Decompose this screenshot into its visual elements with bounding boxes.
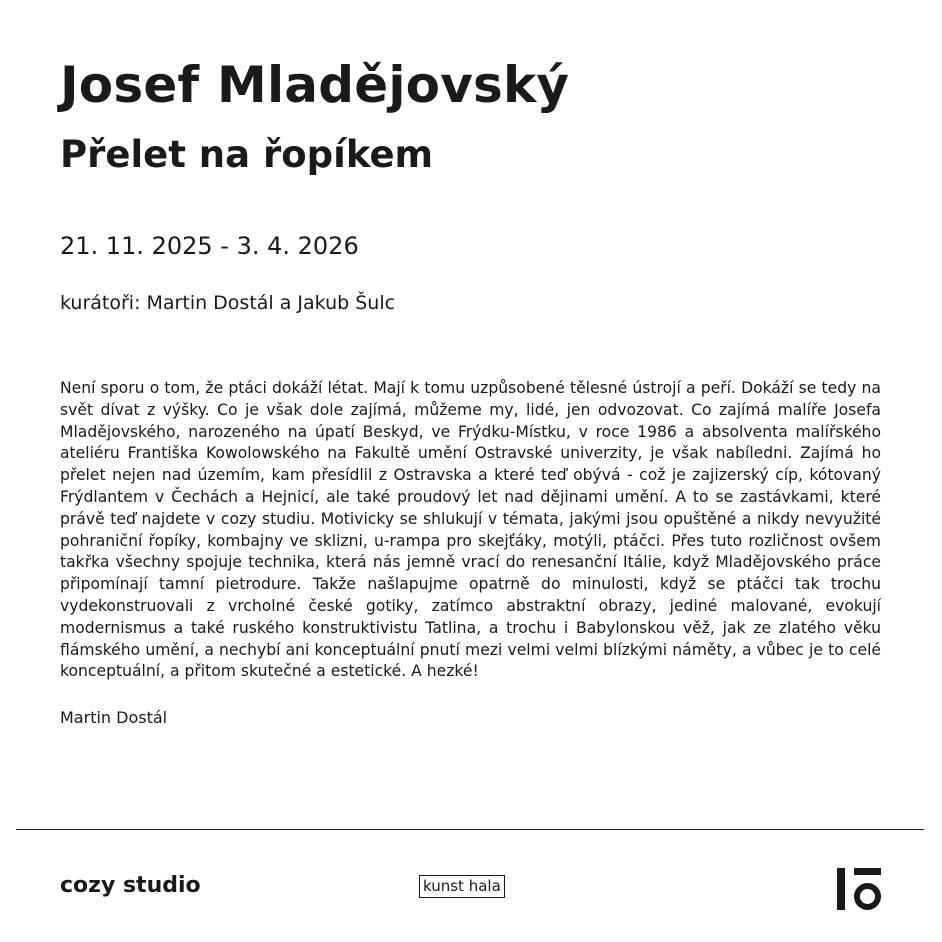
footer-divider <box>16 829 924 830</box>
curatorial-text: Není sporu o tom, že ptáci dokáží létat. Mají k tomu uzpůsobené tělesné ústrojí a peří. Dokáží se tedy na svět dívat z výšky. Co je však dole zajímá, můžeme my, lidé, jen odvozovat. Co zajímá malíře Josefa Mladějovského, narozeného na úpatí Beskyd, ve Frýdku-Místku, v roce 1986 a absolventa malířského ateliéru Františka Kowolowského na Fakultě umění Ostravské univerzity, je však nabíledni. Zajímá ho přelet nejen nad územím, kam přesídlil z Ostravska a které teď obývá - což je zajizerský cíp, kótovaný Frýdlantem v Čechách a Hejnicí, ale také proudový let nad dějinami umění. A to se zastávkami, které právě teď najdete v cozy studiu. Motivicky se shlukují v témata, jakými jsou opuštěné a nikdy nevyužité pohraniční řopíky, kombajny ve sklizni, u-rampa pro skejťáky, motýli, ptáčci. Přes tuto rozličnost ovšem takřka všechny spojuje technika, která nás jemně vrací do renesanční Itálie, když Mladějovského práce připomínají tamní pietrodure. Takže našlapujme opatrně do minulosti, když se ptáčci tak trochu vydekonstruovali z vrcholné české gotiky, zatímco abstraktní obrazy, jediné malované, evokují modernismus a také ruského konstruktivistu Tatlina, a trochu i Babylonskou věž, jak ze zlatého věku flámského umění, a nechybí ani konceptuální pnutí mezi velmi velmi blízkými náměty, a vůbec je to celé konceptuální, a přitom skutečné a estetické. A hezké! <box>60 379 881 681</box>
exhibition-dates: 21. 11. 2025 - 3. 4. 2026 <box>60 232 359 260</box>
kunst-hala-logo: kunst hala <box>419 875 505 898</box>
exhibition-title: Přelet na řopíkem <box>60 133 434 176</box>
cozy-studio-logo: cozy studio <box>60 873 201 898</box>
monogram-stem <box>837 868 845 910</box>
monogram-ring <box>857 886 878 907</box>
monogram-bar <box>854 868 881 875</box>
artist-name: Josef Mladějovský <box>60 56 570 114</box>
lo-monogram-icon <box>834 866 884 912</box>
curators-line: kurátoři: Martin Dostál a Jakub Šulc <box>60 292 396 314</box>
text-author: Martin Dostál <box>60 708 168 727</box>
